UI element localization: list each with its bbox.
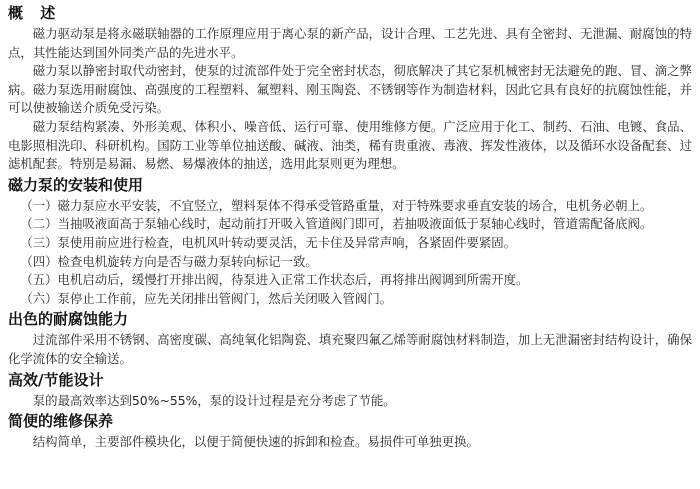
section-overview [8,2,692,174]
overview-paragraph-2: 磁力泵以静密封取代动密封，使泵的过流部件处于完全密封状态，彻底解决了其它泵机械密封无法避免的跑、冒、滴之弊病。磁力泵选用耐腐蚀、高强度的工程塑料、氟塑料、刚玉陶瓷、不锈钢等作为制造材料，因此它具有良好的抗腐蚀性能，并可以使被输送介质免受污染。 [8,63,692,116]
installation-item-2: （二）当抽吸液面高于泵轴心线时，起动前打开吸入管道阀门即可，若抽吸液面低于泵轴心线时，管道需配备底阀。 [20,216,653,232]
efficiency-paragraph: 泵的最高效率达到50%~55%，泵的设计过程是充分考虑了节能。 [32,392,396,408]
section-title-corrosion-resistance: 出色的耐腐蚀能力 [8,310,129,329]
installation-item-6: （六）泵停止工作前，应先关闭排出管阀门，然后关闭吸入管阀门。 [20,290,393,306]
overview-paragraph-3: 磁力泵结构紧凑、外形美观、体积小、噪音低、运行可靠、使用维修方便。广泛应用于化工、制药、石油、电镀、食品、电影照相洗印、科研机构。国防工业等单位抽送酸、碱液、油类，稀有贵重液、毒液、挥发性液体，以及循环水设备配套、过滤机配套。特别是易漏、易燃、易爆液体的抽送，选用此泵则更为理想。 [8,118,692,172]
section-title-overview: 概 述 [8,4,62,22]
maintenance-paragraph: 结构简单，主要部件模块化，以便于简便快速的拆卸和检查。易损件可单独更换。 [32,434,479,450]
installation-item-4: （四）检查电机旋转方向是否与磁力泵转向标记一致。 [20,253,318,269]
section-maintenance [8,410,692,452]
section-corrosion-resistance [8,308,692,368]
installation-item-1: （一）磁力泵应水平安装，不宜竖立，塑料泵体不得承受管路重量，对于特殊要求垂直安装的场合，电机务必朝上。 [20,197,653,213]
corrosion-paragraph: 过流部件采用不锈钢、高密度碳、高纯氧化铝陶瓷、填充聚四氟乙烯等耐腐蚀材料制造，加上无泄漏密封结构设计，确保化学流体的安全输送。 [8,332,692,366]
section-efficiency [8,369,692,411]
installation-item-3: （三）泵使用前应进行检查，电机风叶转动要灵活，无卡住及异常声响，各紧固件要紧固。 [20,234,517,250]
section-title-maintenance: 简便的维修保养 [8,412,114,431]
section-title-efficiency: 高效/节能设计 [8,370,104,389]
section-installation [8,174,692,309]
overview-paragraph-1: 磁力驱动泵是将永磁联轴器的工作原理应用于离心泵的新产品，设计合理、工艺先进、具有全密封、无泄漏、耐腐蚀的特点，其性能达到国外同类产品的先进水平。 [8,26,692,60]
installation-item-5: （五）电机启动后，缓慢打开排出阀，待泵进入正常工作状态后，再将排出阀调到所需开度。 [20,272,529,288]
section-title-installation: 磁力泵的安装和使用 [8,175,144,194]
